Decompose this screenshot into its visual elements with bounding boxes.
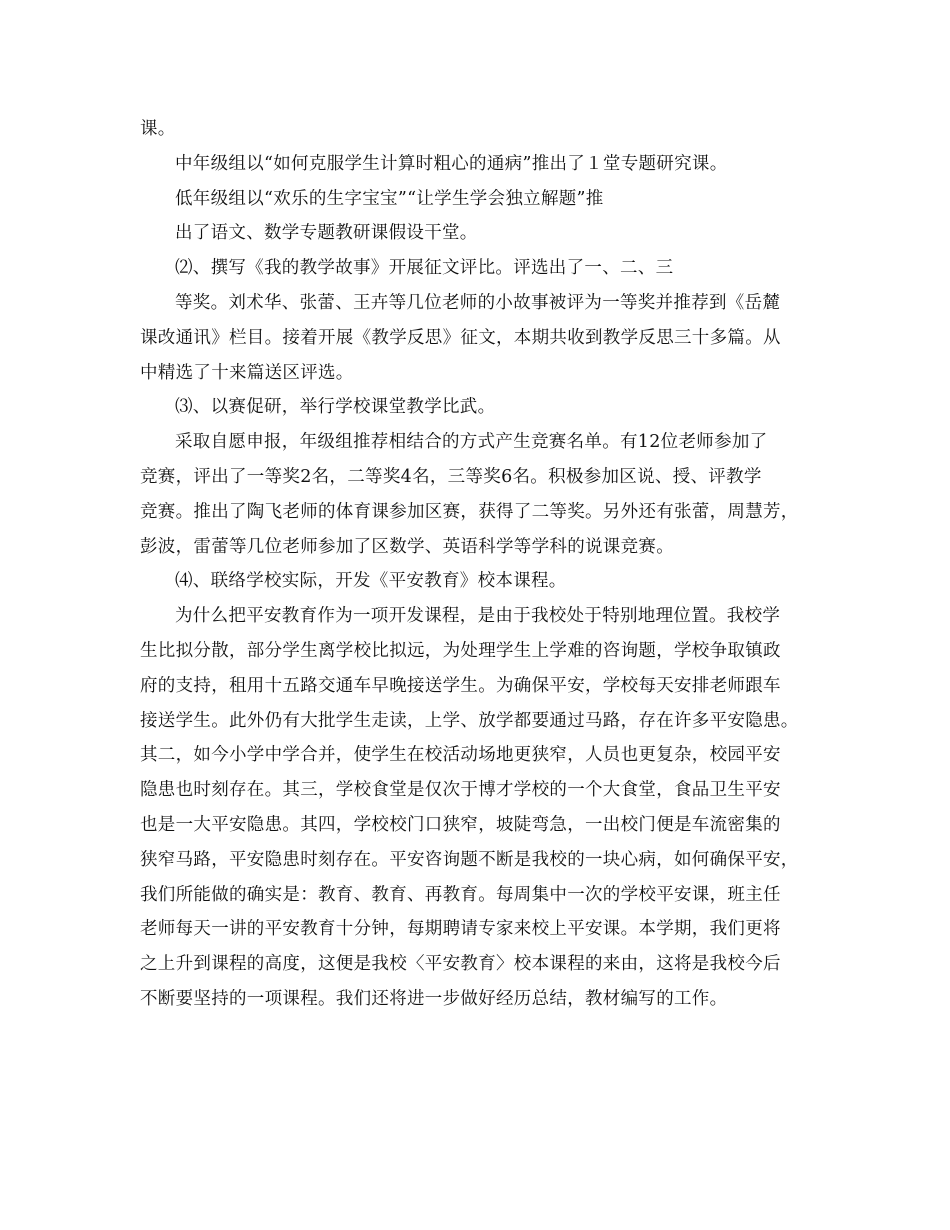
text-line: 竞赛。推出了陶飞老师的体育课参加区赛，获得了二等奖。另外还有张蕾，周慧芳， <box>140 501 799 522</box>
text-line: 彭波，雷蕾等几位老师参加了区数学、英语科学等学科的说课竞赛。 <box>140 536 674 557</box>
text-line: 为什么把平安教育作为一项开发课程，是由于我校处于特别地理位置。我校学 <box>175 606 781 627</box>
text-line: 等奖。刘术华、张蕾、王卉等几位老师的小故事被评为一等奖并推荐到《岳麓 <box>175 292 781 313</box>
text-line: 课。 <box>140 119 176 139</box>
document-body <box>140 112 820 1017</box>
text-line: 低年级组以“欢乐的生字宝宝”“让学生学会独立解题”推 <box>175 188 604 209</box>
text-line: 出了语文、数学专题教研课假设干堂。 <box>175 223 478 244</box>
text-line: 接送学生。此外仍有大批学生走读，上学、放学都要通过马路，存在许多平安隐患。 <box>140 710 799 731</box>
text-line: 老师每天一讲的平安教育十分钟，每期聘请专家来校上平安课。本学期，我们更将 <box>140 919 781 940</box>
text-line: 我们所能做的确实是：教育、教育、再教育。每周集中一次的学校平安课，班主任 <box>140 884 781 905</box>
text-line: 府的支持，租用十五路交通车早晚接送学生。为确保平安，学校每天安排老师跟车 <box>140 675 781 696</box>
text-line: 不断要坚持的一项课程。我们还将进一步做好经历总结，教材编写的工作。 <box>140 988 728 1009</box>
text-line: 也是一大平安隐患。其四，学校校门口狭窄，坡陡弯急，一出校门便是车流密集的 <box>140 814 781 835</box>
text-line: 采取自愿申报，年级组推荐相结合的方式产生竞赛名单。有12位老师参加了 <box>175 432 768 453</box>
text-line: 隐患也时刻存在。其三，学校食堂是仅次于博才学校的一个大食堂，食品卫生平安 <box>140 780 781 801</box>
text-line: 狭窄马路，平安隐患时刻存在。平安咨询题不断是我校的一块心病，如何确保平安， <box>140 849 799 870</box>
text-line: ⑵、撰写《我的教学故事》开展征文评比。评选出了一、二、三 <box>175 258 674 279</box>
text-line: 生比拟分散，部分学生离学校比拟远，为处理学生上学难的咨询题，学校争取镇政 <box>140 640 781 661</box>
text-line: 课改通讯》栏目。接着开展《教学反思》征文，本期共收到教学反思三十多篇。从 <box>140 327 781 348</box>
text-line: ⑶、以赛促研，举行学校课堂教学比武。 <box>175 397 496 418</box>
text-line: 中精选了十来篇送区评选。 <box>140 362 354 383</box>
text-line: 之上升到课程的高度，这便是我校〈平安教育〉校本课程的来由，这将是我校今后 <box>140 954 781 975</box>
text-line: 中年级组以“如何克服学生计算时粗心的通病”推出了１堂专题研究课。 <box>175 153 728 174</box>
text-line: 其二，如今小学中学合并，使学生在校活动场地更狭窄，人员也更复杂，校园平安 <box>140 745 781 766</box>
text-line: ⑷、联络学校实际，开发《平安教育》校本课程。 <box>175 571 567 592</box>
text-line: 竞赛，评出了一等奖2名，二等奖4名，三等奖6名。积极参加区说、授、评教学 <box>140 466 762 487</box>
